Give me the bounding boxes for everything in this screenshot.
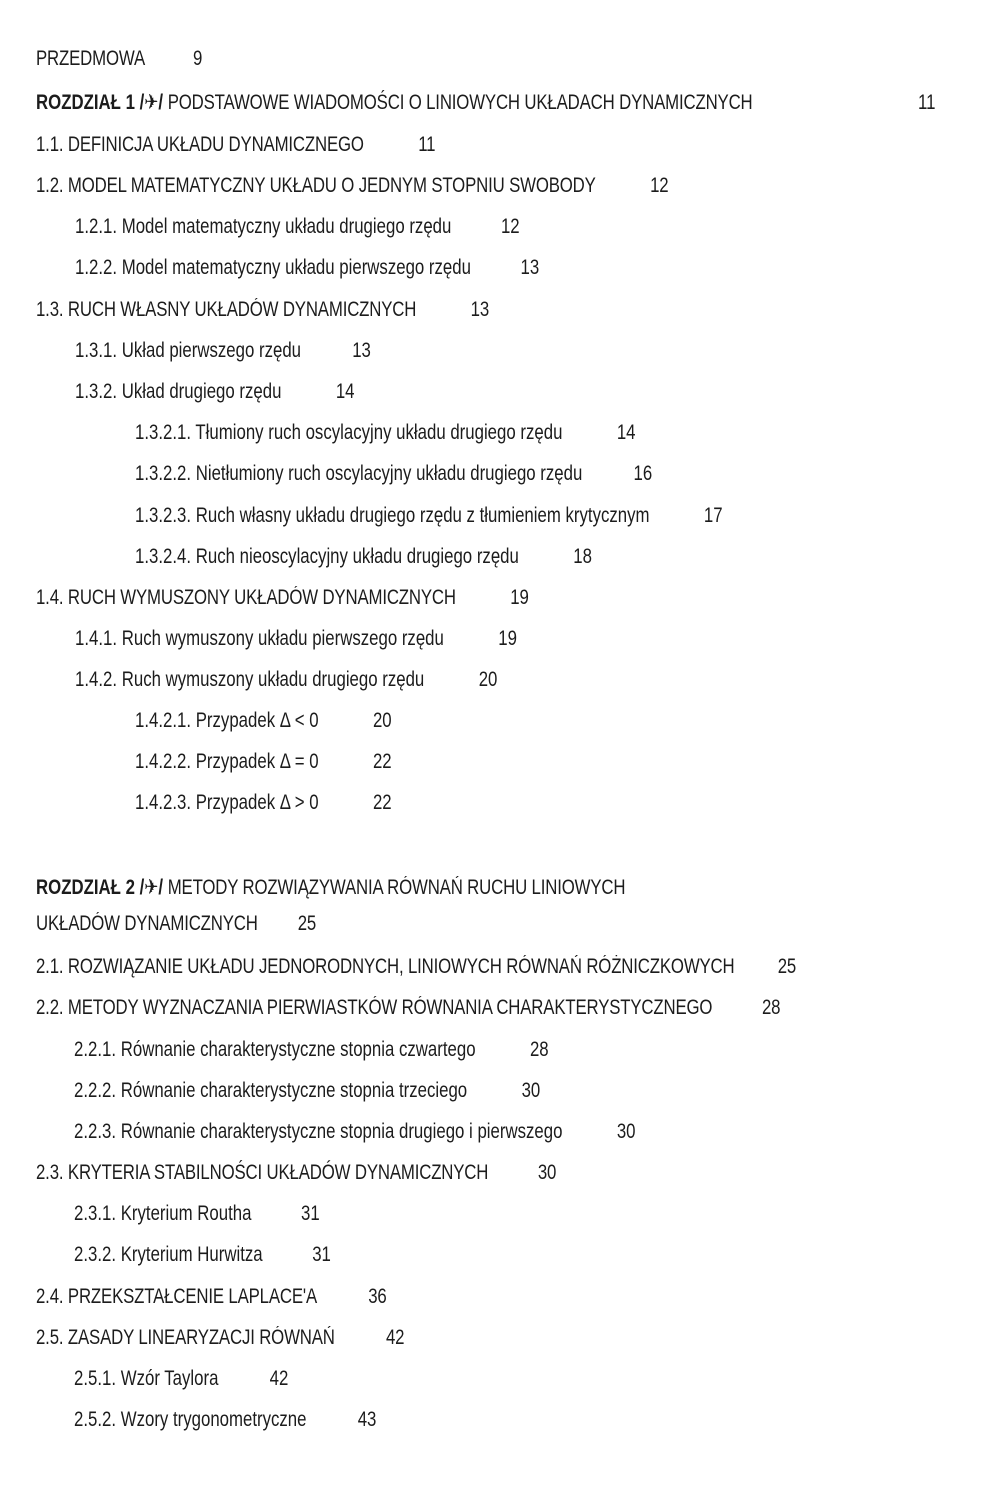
toc-page-number: 12	[650, 174, 669, 197]
toc-title: MODEL MATEMATYCZNY UKŁADU O JEDNYM STOPNIU SWOBODY	[67, 174, 596, 197]
toc-number: 1.3.	[36, 298, 64, 321]
toc-title: PRZEKSZTAŁCENIE LAPLACE'A	[67, 1285, 318, 1308]
toc-title: Model matematyczny układu pierwszego rzędu	[121, 256, 471, 279]
toc-page-number: 22	[372, 750, 392, 773]
chapter-label: ROZDZIAŁ 1	[36, 91, 135, 114]
toc-number: 1.4.	[36, 586, 64, 609]
toc-number: 2.3.1.	[74, 1202, 117, 1225]
toc-title: Model matematyczny układu drugiego rzędu	[121, 215, 452, 238]
toc-entry[interactable]	[36, 1324, 404, 1352]
toc-page-number: 25	[777, 955, 797, 978]
toc-page-number: 14	[335, 380, 355, 403]
toc-page-number: 20	[478, 668, 498, 691]
toc-page-number: 14	[616, 421, 636, 444]
toc-title: Kryterium Routha	[120, 1202, 252, 1225]
toc-entry[interactable]	[135, 707, 392, 735]
toc-chapter-2[interactable]	[36, 874, 625, 902]
toc-entry[interactable]	[36, 994, 780, 1022]
toc-title: Ruch nieoscylacyjny układu drugiego rzędu	[195, 545, 519, 568]
toc-title: Równanie charakterystyczne stopnia trzeciego	[120, 1079, 468, 1102]
toc-number: 2.5.	[36, 1326, 64, 1349]
toc-number: 1.4.1.	[75, 627, 118, 650]
chapter-title: METODY ROZWIĄZYWANIA RÓWNAŃ RUCHU LINIOWYCH	[167, 876, 626, 899]
toc-entry[interactable]	[75, 337, 371, 365]
toc-number: 1.3.2.1.	[135, 421, 192, 444]
toc-page-number: 9	[193, 47, 203, 70]
toc-entry[interactable]	[75, 213, 520, 241]
toc-page-number: 28	[761, 996, 781, 1019]
toc-page-number: 20	[372, 709, 392, 732]
toc-number: 1.3.1.	[75, 339, 118, 362]
toc-title: Ruch wymuszony układu pierwszego rzędu	[121, 627, 444, 650]
toc-title: Przypadek Δ = 0	[195, 750, 319, 773]
toc-page-number: 30	[521, 1079, 541, 1102]
toc-page-number: 42	[269, 1367, 289, 1390]
toc-entry[interactable]	[74, 1241, 331, 1269]
toc-page-number: 12	[500, 215, 520, 238]
toc-number: 1.4.2.1.	[135, 709, 192, 732]
toc-number: 1.1.	[36, 133, 64, 156]
chapter-title: PODSTAWOWE WIADOMOŚCI O LINIOWYCH UKŁADACH DYNAMICZNYCH	[167, 91, 753, 114]
toc-number: 1.2.1.	[75, 215, 118, 238]
toc-page-number: 22	[372, 791, 392, 814]
toc-number: 2.2.	[36, 996, 64, 1019]
toc-chapter-1-page	[918, 89, 935, 117]
toc-entry[interactable]	[75, 666, 497, 694]
toc-title: Równanie charakterystyczne stopnia czwartego	[120, 1038, 476, 1061]
toc-title: Nietłumiony ruch oscylacyjny układu drugiego rzędu	[195, 462, 583, 485]
toc-page-number: 11	[418, 133, 436, 156]
toc-page-number: 43	[357, 1408, 377, 1431]
toc-title: Ruch wymuszony układu drugiego rzędu	[121, 668, 425, 691]
toc-title: KRYTERIA STABILNOŚCI UKŁADÓW DYNAMICZNYCH	[67, 1161, 489, 1184]
toc-page-number: 31	[312, 1243, 331, 1266]
toc-page-number: 13	[470, 298, 490, 321]
toc-number: 1.3.2.2.	[135, 462, 192, 485]
toc-number: 2.2.1.	[74, 1038, 117, 1061]
toc-preface[interactable]	[36, 45, 202, 73]
toc-title: Wzory trygonometryczne	[120, 1408, 307, 1431]
toc-page-number: 13	[352, 339, 371, 362]
toc-page-number: 31	[301, 1202, 320, 1225]
toc-title: DEFINICJA UKŁADU DYNAMICZNEGO	[67, 133, 364, 156]
toc-entry[interactable]	[135, 460, 652, 488]
toc-title: ZASADY LINEARYZACJI RÓWNAŃ	[67, 1326, 335, 1349]
toc-number: 2.4.	[36, 1285, 64, 1308]
toc-title: Kryterium Hurwitza	[120, 1243, 263, 1266]
toc-entry[interactable]	[74, 1118, 636, 1146]
toc-number: 2.5.1.	[74, 1367, 117, 1390]
toc-entry[interactable]	[36, 1283, 387, 1311]
toc-page-number: 36	[368, 1285, 387, 1308]
toc-entry[interactable]	[36, 131, 435, 159]
toc-number: 1.3.2.4.	[135, 545, 192, 568]
toc-number: 1.2.2.	[75, 256, 118, 279]
toc-entry[interactable]	[75, 378, 355, 406]
toc-title: Przypadek Δ > 0	[195, 791, 319, 814]
toc-entry[interactable]	[135, 789, 392, 817]
toc-title: METODY WYZNACZANIA PIERWIASTKÓW RÓWNANIA CHARAKTERYSTYCZNEGO	[67, 996, 713, 1019]
plane-icon: /✈/	[139, 91, 164, 114]
toc-title: Układ pierwszego rzędu	[121, 339, 302, 362]
chapter-title-continued: UKŁADÓW DYNAMICZNYCH	[36, 912, 258, 935]
toc-entry[interactable]	[36, 172, 668, 200]
toc-entry[interactable]	[74, 1200, 320, 1228]
toc-chapter-1[interactable]	[36, 89, 753, 117]
toc-number: 1.2.	[36, 174, 64, 197]
toc-page-number: 42	[385, 1326, 405, 1349]
toc-page-number: 11	[918, 91, 936, 114]
toc-number: 1.3.2.3.	[135, 504, 192, 527]
chapter-label: ROZDZIAŁ 2	[36, 876, 135, 899]
toc-page-number: 19	[510, 586, 529, 609]
toc-title: ROZWIĄZANIE UKŁADU JEDNORODNYCH, LINIOWYCH RÓWNAŃ RÓŻNICZKOWYCH	[67, 955, 735, 978]
plane-icon: /✈/	[139, 876, 164, 899]
toc-number: 1.3.2.	[75, 380, 118, 403]
toc-number: 2.2.3.	[74, 1120, 117, 1143]
toc-number: 2.5.2.	[74, 1408, 117, 1431]
toc-page-number: 30	[616, 1120, 636, 1143]
toc-title: Tłumiony ruch oscylacyjny układu drugiego rzędu	[195, 421, 563, 444]
toc-page-number: 13	[520, 256, 540, 279]
toc-entry[interactable]	[74, 1365, 288, 1393]
toc-title: Układ drugiego rzędu	[121, 380, 282, 403]
toc-entry[interactable]	[36, 584, 529, 612]
toc-entry[interactable]	[75, 254, 539, 282]
toc-number: 2.1.	[36, 955, 64, 978]
toc-number: 2.3.	[36, 1161, 64, 1184]
toc-title: PRZEDMOWA	[36, 47, 145, 70]
toc-number: 1.4.2.	[75, 668, 118, 691]
toc-page-number: 16	[633, 462, 653, 485]
toc-entry[interactable]	[36, 953, 796, 981]
toc-entry[interactable]	[135, 419, 636, 447]
toc-page-number: 19	[498, 627, 517, 650]
toc-entry[interactable]	[74, 1036, 549, 1064]
toc-entry[interactable]	[75, 625, 517, 653]
toc-title: Wzór Taylora	[120, 1367, 219, 1390]
toc-entry[interactable]	[135, 543, 592, 571]
toc-entry[interactable]	[135, 502, 723, 530]
toc-number: 2.3.2.	[74, 1243, 117, 1266]
toc-number: 1.4.2.2.	[135, 750, 192, 773]
toc-title: RUCH WŁASNY UKŁADÓW DYNAMICZNYCH	[67, 298, 417, 321]
toc-chapter-2-line2	[36, 910, 316, 938]
toc-entry[interactable]	[36, 1159, 556, 1187]
toc-title: Ruch własny układu drugiego rzędu z tłumieniem krytycznym	[195, 504, 650, 527]
toc-page-number: 28	[529, 1038, 549, 1061]
toc-page-number: 25	[297, 912, 317, 935]
toc-number: 1.4.2.3.	[135, 791, 192, 814]
toc-page-number: 17	[703, 504, 723, 527]
toc-title: Przypadek Δ < 0	[195, 709, 319, 732]
toc-page-number: 30	[537, 1161, 557, 1184]
toc-number: 2.2.2.	[74, 1079, 117, 1102]
toc-page-number: 18	[573, 545, 592, 568]
toc-title: Równanie charakterystyczne stopnia drugiego i pierwszego	[120, 1120, 563, 1143]
toc-title: RUCH WYMUSZONY UKŁADÓW DYNAMICZNYCH	[67, 586, 456, 609]
toc-entry[interactable]	[74, 1406, 376, 1434]
toc-entry[interactable]	[36, 296, 489, 324]
toc-entry[interactable]	[135, 748, 392, 776]
toc-entry[interactable]	[74, 1077, 540, 1105]
